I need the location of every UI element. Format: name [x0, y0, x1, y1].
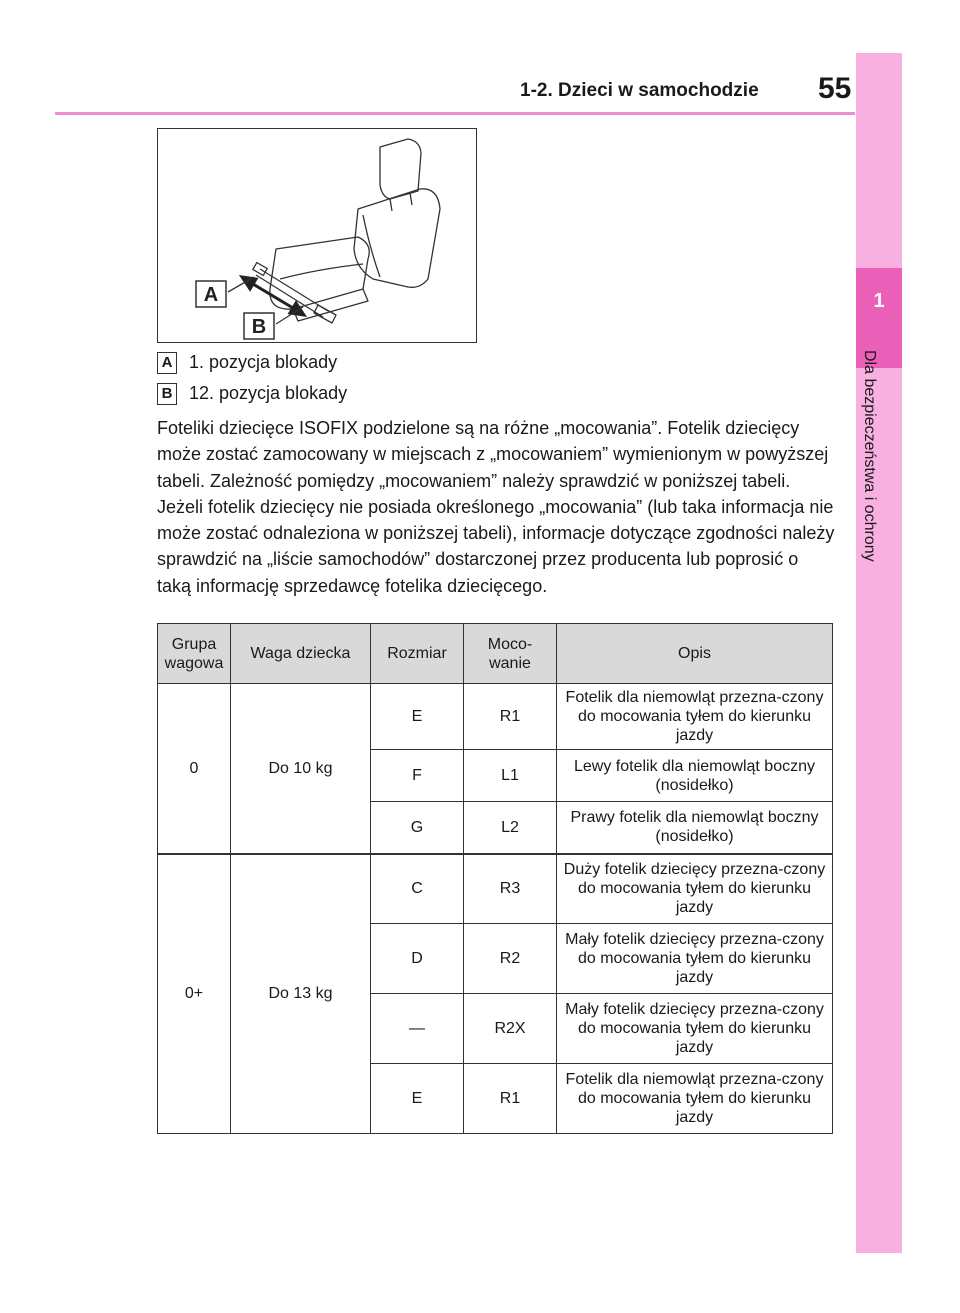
description-cell: Fotelik dla niemowląt przezna-czony do mocowania tyłem do kierunku jazdy	[557, 684, 833, 750]
weight-cell: Do 13 kg	[231, 854, 371, 1134]
description-cell: Duży fotelik dziecięcy przezna-czony do mocowania tyłem do kierunku jazdy	[557, 854, 833, 924]
description-cell: Lewy fotelik dla niemowląt boczny (nosidełko)	[557, 750, 833, 802]
car-seat-drawing	[158, 129, 475, 341]
group-cell: 0+	[158, 854, 231, 1134]
body-paragraph: Foteliki dziecięce ISOFIX podzielone są na różne „mocowania”. Fotelik dziecięcy może zostać zamocowany w miejscach z „mocowaniem” wymienionym w powyższej tabeli. Zależność pomiędzy „mocowaniem” należy sprawdzić w poniższej tabeli. Jeżeli fotelik dziecięcy nie posiada określonego „mocowania” (lub taka informacja nie może zostać odnaleziona w poniższej tabeli), informacje dotyczące zgodności należy sprawdzić na „liście samochodów” dostarczonej przez producenta lub poprosić o taką informację sprzedawcę fotelika dziecięcego.	[157, 418, 835, 596]
callout-a-label: A	[203, 284, 219, 306]
legend-item-b	[157, 383, 347, 405]
fixture-cell: R3	[464, 854, 557, 924]
size-cell: G	[371, 802, 464, 854]
table-header-row	[158, 624, 833, 684]
group-cell: 0	[158, 684, 231, 854]
chapter-number: 1	[873, 290, 885, 312]
legend-item-a	[157, 352, 337, 374]
isofix-table	[157, 623, 833, 1134]
fixture-cell: R2X	[464, 994, 557, 1064]
description-cell: Mały fotelik dziecięcy przezna-czony do mocowania tyłem do kierunku jazdy	[557, 924, 833, 994]
fixture-cell: L1	[464, 750, 557, 802]
callout-b-label: B	[251, 316, 267, 338]
size-cell: —	[371, 994, 464, 1064]
section-title: 1-2. Dzieci w samochodzie	[520, 80, 759, 101]
header-size: Rozmiar	[371, 624, 464, 684]
size-cell: D	[371, 924, 464, 994]
weight-cell: Do 10 kg	[231, 684, 371, 854]
page-number: 55	[818, 72, 852, 105]
header-description: Opis	[557, 624, 833, 684]
legend-text-b: 12. pozycja blokady	[189, 383, 348, 403]
header-weight: Waga dziecka	[231, 624, 371, 684]
header-divider	[55, 112, 855, 115]
chapter-side-tab	[856, 53, 902, 1253]
table-row	[158, 684, 833, 750]
size-cell: C	[371, 854, 464, 924]
fixture-cell: R1	[464, 1064, 557, 1134]
legend-badge-b: B	[157, 383, 177, 405]
legend-text-a: 1. pozycja blokady	[189, 352, 338, 372]
table-row	[158, 854, 833, 924]
description-cell: Mały fotelik dziecięcy przezna-czony do mocowania tyłem do kierunku jazdy	[557, 994, 833, 1064]
chapter-label: Dla bezpieczeństwa i ochrony	[861, 350, 878, 562]
size-cell: F	[371, 750, 464, 802]
size-cell: E	[371, 1064, 464, 1134]
fixture-cell: R2	[464, 924, 557, 994]
seat-illustration	[157, 128, 477, 343]
header-fixture: Moco-wanie	[464, 624, 557, 684]
fixture-cell: R1	[464, 684, 557, 750]
description-cell: Prawy fotelik dla niemowląt boczny (nosidełko)	[557, 802, 833, 854]
fixture-cell: L2	[464, 802, 557, 854]
legend-badge-a: A	[157, 352, 177, 374]
size-cell: E	[371, 684, 464, 750]
description-cell: Fotelik dla niemowląt przezna-czony do mocowania tyłem do kierunku jazdy	[557, 1064, 833, 1134]
header-group: Grupa wagowa	[158, 624, 231, 684]
backrest-shape	[354, 189, 440, 287]
